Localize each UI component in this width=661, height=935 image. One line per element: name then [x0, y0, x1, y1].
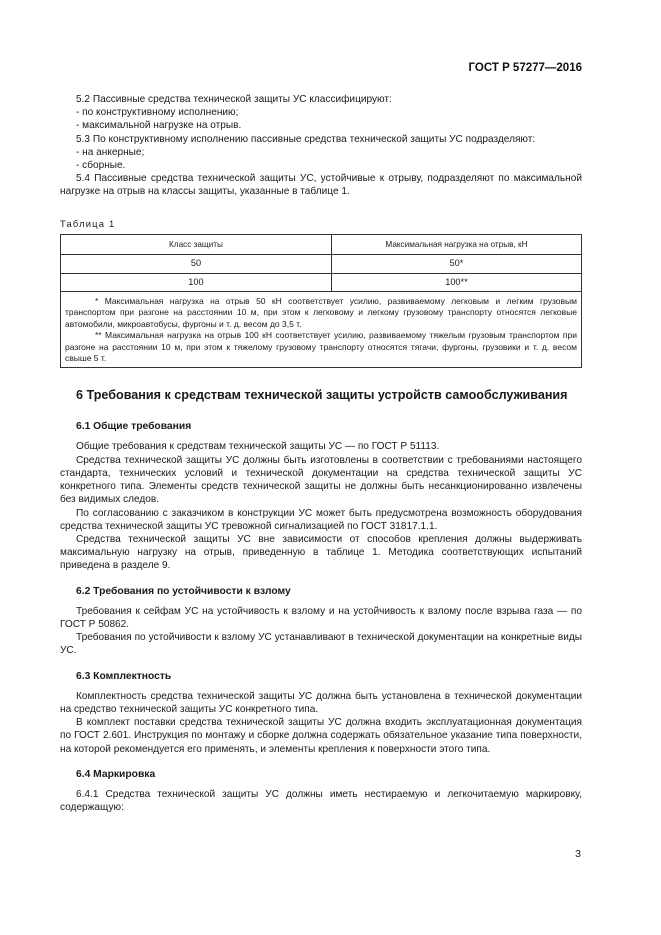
paragraph: В комплект поставки средства технической защиты УС должна входить эксплуатационная документация по ГОСТ 2.601. Инструкция по монтажу и сборке должна содержать обязательное указание типа поверхности, на которой рекомендуется его применять, и элементы крепления к поверхности этого типа. — [60, 717, 582, 755]
s64-title: 6.4 Маркировка — [76, 768, 156, 780]
table-notes — [61, 292, 582, 368]
paragraph: 6.4.1 Средства технической защиты УС должны иметь нестираемую и легкочитаемую маркировку, содержащую: — [60, 788, 582, 814]
list-item: - максимальной нагрузке на отрыв. — [76, 120, 242, 132]
list-item: - на анкерные; — [76, 146, 145, 158]
paragraph: По согласованию с заказчиком в конструкции УС может быть предусмотрена возможность оборудования средства технической защиты УС тревожной сигнализацией по ГОСТ 31817.1.1. — [60, 507, 582, 532]
class-table — [60, 234, 582, 369]
table-label: Таблица 1 — [60, 217, 116, 229]
s62-title: 6.2 Требования по устойчивости к взлому — [76, 585, 291, 597]
page-number: 3 — [575, 848, 581, 860]
paragraph: Средства технической защиты УС должны быть изготовлены в соответствии с требованиями настоящего стандарта, технических условий и технической документации на средства технической защиты УС конкретного типа. Элементы средств технической защиты не должны быть несанкционированно извлечены без видимых следов. — [60, 454, 582, 506]
table-header-cell: Максимальная нагрузка на отрыв, кН — [331, 234, 581, 254]
paragraph: Общие требования к средствам технической защиты УС — по ГОСТ Р 51113. — [76, 441, 440, 453]
s61-title: 6.1 Общие требования — [76, 421, 192, 433]
table-note: * Максимальная нагрузка на отрыв 50 кН соответствует усилию, развиваемому легковым и легким грузовым транспортом при разгоне на расстоянии 10 м, при этом к легковому и легкому грузовому транспорту относятся легковые автомобили, микроавтобусы, фургоны и т. д. весом до 3,5 т. — [65, 296, 577, 329]
table-cell: 50 — [61, 255, 332, 273]
table-row — [61, 255, 582, 273]
table-cell: 50* — [331, 255, 581, 273]
document-code: ГОСТ Р 57277—2016 — [468, 62, 582, 74]
table-note: ** Максимальная нагрузка на отрыв 100 кН соответствует усилию, развиваемому тяжелым грузовым транспортом при разгоне на расстоянии 10 м, при этом к тяжелому грузовому транспорту относятся тягачи, фургоны, грузовики и т. д. весом свыше 5 т. — [65, 330, 577, 364]
paragraph: Средства технической защиты УС вне зависимости от способов крепления должны выдерживать максимальную нагрузку на отрыв, приведенную в таблице 1. Методика соответствующих испытаний приведена в разделе 9. — [60, 533, 582, 572]
table-row — [61, 273, 582, 291]
page-content — [60, 93, 582, 814]
paragraph: Комплектность средства технической защиты УС должна быть установлена в технической документации на средство технической защиты УС конкретного типа. — [60, 690, 582, 715]
list-item: - сборные. — [76, 160, 126, 172]
section-6-title: 6 Требования к средствам технической защиты устройств самообслуживания — [76, 388, 568, 403]
s54-paragraph: 5.4 Пассивные средства технической защиты УС, устойчивые к отрыву, подразделяют по максимальной нагрузке на отрыв на классы защиты, указанные в таблице 1. — [60, 173, 582, 198]
table-cell: 100** — [331, 273, 581, 291]
s53-intro: 5.3 По конструктивному исполнению пассивные средства технической защиты УС подразделяют: — [76, 133, 536, 145]
table-header-cell: Класс защиты — [61, 234, 332, 254]
table-header-row — [61, 234, 582, 254]
s52-intro: 5.2 Пассивные средства технической защиты УС классифицируют: — [76, 94, 392, 105]
table-notes-row — [61, 292, 582, 368]
list-item: - по конструктивному исполнению; — [76, 107, 239, 119]
s63-title: 6.3 Комплектность — [76, 670, 172, 682]
table-cell: 100 — [61, 273, 332, 291]
paragraph: Требования к сейфам УС на устойчивость к взлому и на устойчивость к взлому после взрыва газа — по ГОСТ Р 50862. — [60, 605, 582, 630]
paragraph: Требования по устойчивости к взлому УС устанавливают в технической документации на конкретные виды УС. — [60, 632, 582, 657]
